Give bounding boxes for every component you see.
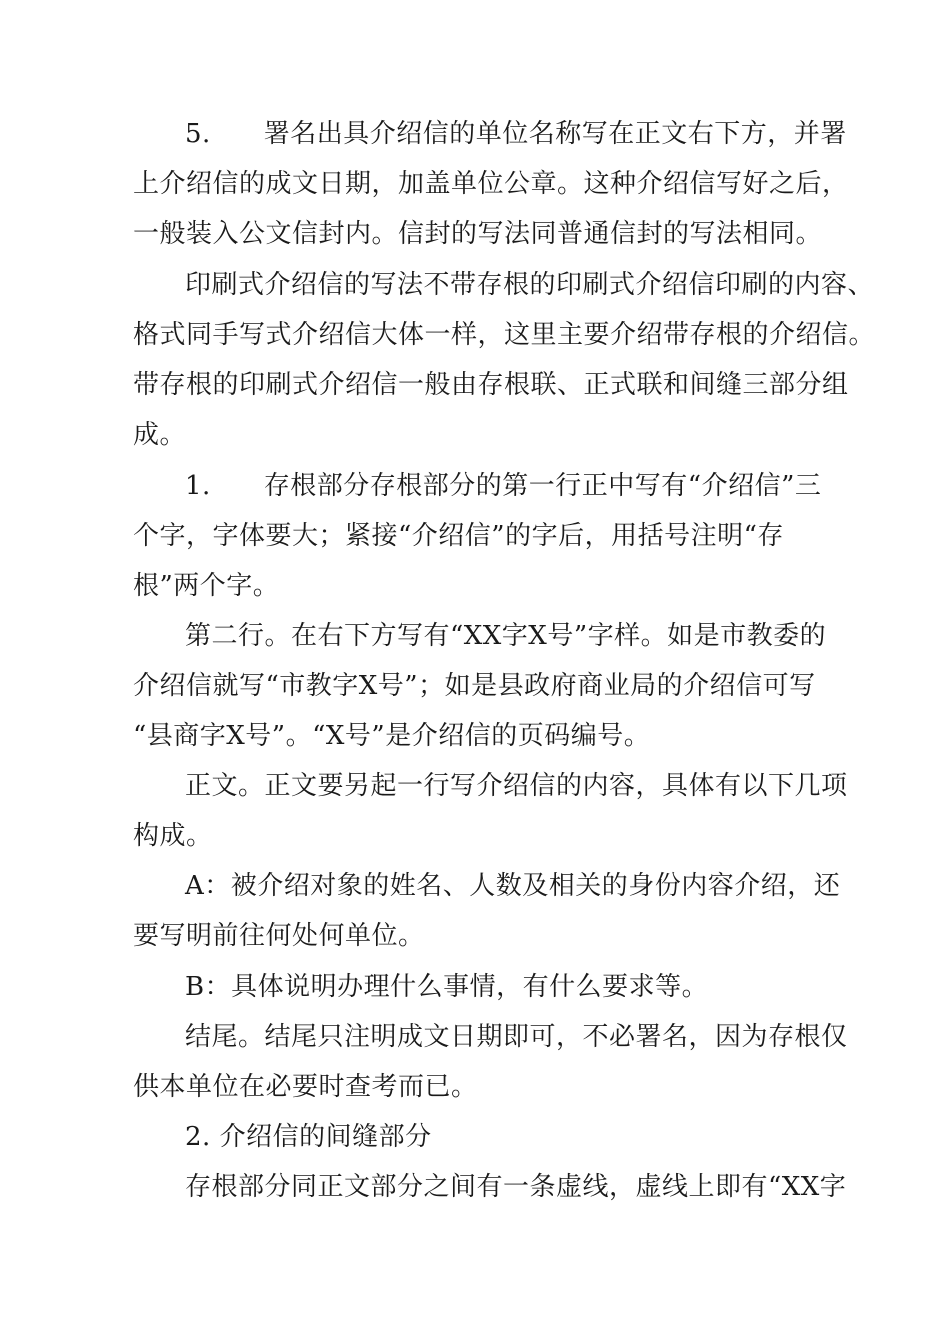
text-line: 构成。 [133,821,213,851]
text-line: 印刷式介绍信的写法不带存根的印刷式介绍信印刷的内容、 [185,270,875,300]
text-line: “县商字X号”。“X号”是介绍信的页码编号。 [133,721,651,751]
text-line: 第二行。在右下方写有“XX字X号”字样。如是市教委的 [185,621,827,651]
text-line: 介绍信就写“市教字X号”；如是县政府商业局的介绍信可写 [133,671,816,701]
text-line: 成。 [133,420,187,450]
text-line: 格式同手写式介绍信大体一样，这里主要介绍带存根的介绍信。 [133,320,876,350]
text-line: 存根部分同正文部分之间有一条虚线，虚线上即有“XX字 [185,1172,847,1202]
text-line: 1. 存根部分存根部分的第一行正中写有“介绍信”三 [185,471,822,501]
text-line: 2. 介绍信的间缝部分 [185,1122,432,1152]
text-line: 供本单位在必要时查考而已。 [133,1072,478,1102]
text-line: 正文。正文要另起一行写介绍信的内容，具体有以下几项 [185,771,848,801]
text-line: A：被介绍对象的姓名、人数及相关的身份内容介绍，还 [185,871,841,901]
text-line: 带存根的印刷式介绍信一般由存根联、正式联和间缝三部分组 [133,370,849,400]
text-line: 5. 署名出具介绍信的单位名称写在正文右下方，并署 [185,119,847,149]
text-line: 结尾。结尾只注明成文日期即可，不必署名，因为存根仅 [185,1022,848,1052]
text-line: 要写明前往何处何单位。 [133,921,425,951]
text-line: 一般装入公文信封内。信封的写法同普通信封的写法相同。 [133,219,823,249]
text-line: 根”两个字。 [133,571,280,601]
text-line: 个字，字体要大；紧接“介绍信”的字后，用括号注明“存 [133,521,784,551]
text-line: 上介绍信的成文日期，加盖单位公章。这种介绍信写好之后， [133,169,849,199]
text-line: B：具体说明办理什么事情，有什么要求等。 [185,972,709,1002]
